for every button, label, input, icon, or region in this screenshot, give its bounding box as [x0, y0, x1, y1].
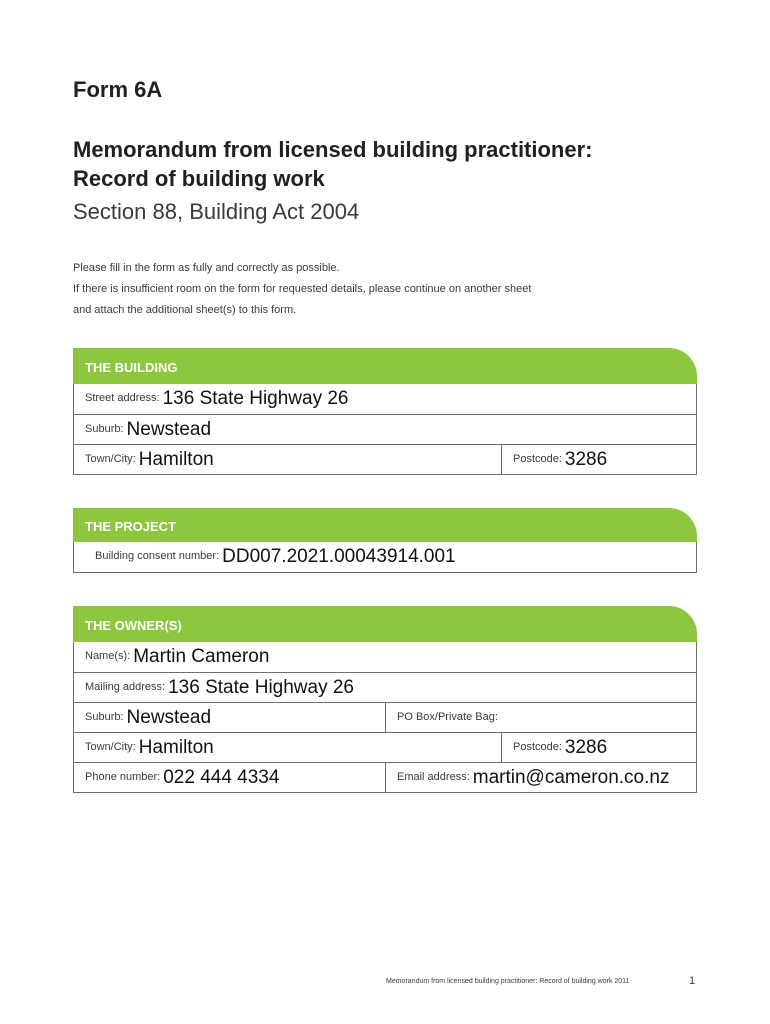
instruction-line: Please fill in the form as fully and correctly as possible.	[73, 262, 340, 274]
postcode-field[interactable]	[501, 445, 696, 474]
town-city-label: Town/City:	[85, 452, 136, 465]
email-address-label: Email address:	[397, 770, 470, 783]
owners-section-header: THE OWNER(S)	[73, 606, 697, 642]
footer-text: Memorandum from licensed building practitioner: Record of building work 2011	[386, 978, 630, 985]
phone-number-label: Phone number:	[85, 770, 161, 783]
town-city-field[interactable]	[74, 445, 501, 474]
email-address-value: martin@cameron.co.nz	[472, 766, 670, 788]
owner-name-label: Name(s):	[85, 650, 131, 662]
mailing-address-field[interactable]	[74, 673, 696, 702]
street-address-field[interactable]	[74, 384, 696, 414]
po-box-label: PO Box/Private Bag:	[397, 710, 498, 723]
owner-postcode-label: Postcode:	[513, 740, 562, 753]
form-title: Memorandum from licensed building practitioner: Record of building work	[73, 137, 593, 191]
owner-suburb-label: Suburb:	[85, 710, 124, 723]
phone-number-value: 022 444 4334	[163, 766, 280, 788]
building-consent-label: Building consent number:	[95, 550, 220, 562]
project-section-header: THE PROJECT	[73, 508, 697, 542]
town-city-value: Hamilton	[138, 448, 214, 470]
form-subtitle: Section 88, Building Act 2004	[73, 199, 360, 224]
mailing-address-value: 136 State Highway 26	[168, 676, 354, 698]
owner-suburb-field[interactable]	[74, 703, 385, 732]
suburb-field[interactable]	[74, 415, 696, 444]
page-number: 1	[689, 975, 696, 987]
owner-name-value: Martin Cameron	[133, 646, 270, 667]
phone-number-field[interactable]	[74, 763, 385, 792]
owner-town-city-value: Hamilton	[138, 736, 214, 758]
email-address-field[interactable]	[385, 763, 696, 792]
postcode-value: 3286	[564, 448, 608, 470]
form-number: Form 6A	[73, 77, 163, 102]
owner-suburb-value: Newstead	[126, 706, 212, 728]
owners-section	[73, 606, 697, 793]
building-section-header: THE BUILDING	[73, 348, 697, 384]
owner-postcode-field[interactable]	[501, 733, 696, 762]
suburb-label: Suburb:	[85, 422, 124, 435]
building-consent-value: DD007.2021.00043914.001	[222, 546, 456, 567]
instruction-line: If there is insufficient room on the form for requested details, please continue on another sheet	[73, 283, 532, 295]
instruction-line: and attach the additional sheet(s) to this form.	[73, 304, 297, 316]
project-section	[73, 508, 697, 573]
building-consent-field[interactable]	[74, 542, 696, 572]
building-section	[73, 348, 697, 475]
suburb-value: Newstead	[126, 418, 212, 440]
postcode-label: Postcode:	[513, 452, 562, 465]
owner-town-city-field[interactable]	[74, 733, 501, 762]
street-address-value: 136 State Highway 26	[162, 388, 349, 409]
mailing-address-label: Mailing address:	[85, 680, 166, 693]
owner-name-field[interactable]	[74, 642, 696, 672]
owner-town-city-label: Town/City:	[85, 740, 136, 753]
owner-postcode-value: 3286	[564, 736, 608, 758]
po-box-field[interactable]	[385, 703, 696, 732]
street-address-label: Street address:	[85, 392, 160, 404]
instructions	[73, 258, 713, 321]
